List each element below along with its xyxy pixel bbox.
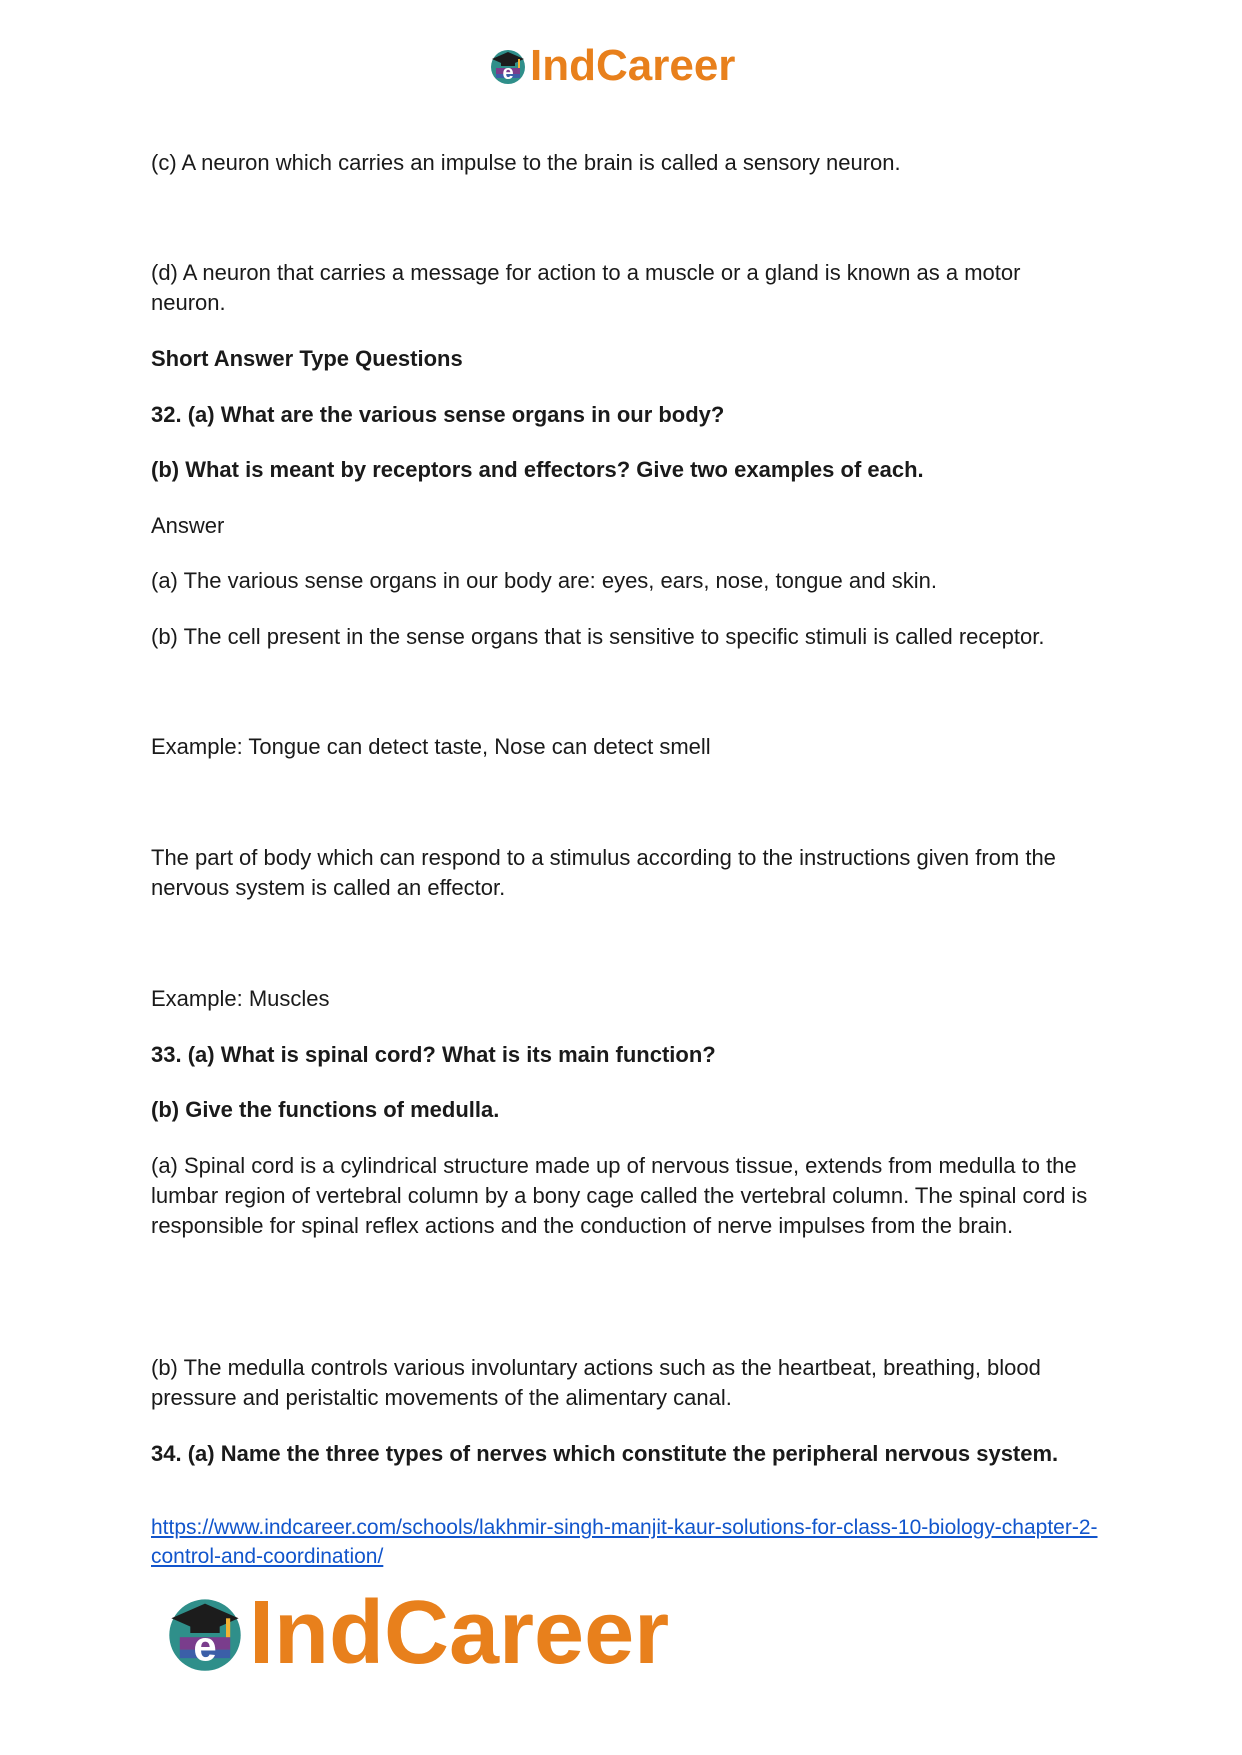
section-heading-short-answer: Short Answer Type Questions	[151, 346, 463, 371]
question-33b: (b) Give the functions of medulla.	[151, 1097, 500, 1122]
svg-text:e: e	[502, 62, 514, 84]
source-link[interactable]: https://www.indcareer.com/schools/lakhmir-singh-manjit-kaur-solutions-for-class-10-biology-chapter-2-control-and-coordination/	[151, 1516, 1098, 1568]
svg-text:e: e	[193, 1622, 217, 1670]
answer-32a: (a) The various sense organs in our body are: eyes, ears, nose, tongue and skin.	[151, 568, 937, 593]
effector-definition: The part of body which can respond to a stimulus according to the instructions given from the nervous system is called an effector.	[151, 845, 1056, 900]
question-32b: (b) What is meant by receptors and effectors? Give two examples of each.	[151, 457, 924, 482]
question-32a: 32. (a) What are the various sense organs in our body?	[151, 402, 725, 427]
answer-d-motor-neuron: (d) A neuron that carries a message for action to a muscle or a gland is known as a motor neuron.	[151, 260, 1021, 315]
graduation-cap-book-icon	[488, 46, 528, 86]
answer-33b: (b) The medulla controls various involuntary actions such as the heartbeat, breathing, blood pressure and peristaltic movements of the alimentary canal.	[151, 1355, 1041, 1410]
question-34a: 34. (a) Name the three types of nerves which constitute the peripheral nervous system.	[151, 1441, 1059, 1466]
question-33a: 33. (a) What is spinal cord? What is its main function?	[151, 1042, 716, 1067]
logo-wordmark: IndCareer	[530, 41, 736, 90]
answer-c-sensory-neuron: (c) A neuron which carries an impulse to the brain is called a sensory neuron.	[151, 150, 901, 175]
answer-33a: (a) Spinal cord is a cylindrical structure made up of nervous tissue, extends from medulla to the lumbar region of vertebral column by a bony cage called the vertebral column. The spinal cord is responsible for spinal reflex actions and the conduction of nerve impulses from the brain.	[151, 1153, 1088, 1238]
receptor-example: Example: Tongue can detect taste, Nose can detect smell	[151, 734, 711, 759]
effector-example: Example: Muscles	[151, 986, 330, 1011]
footer-logo	[163, 1583, 670, 1683]
logo-wordmark: IndCareer	[249, 1583, 670, 1683]
answer-32b: (b) The cell present in the sense organs that is sensitive to specific stimuli is called receptor.	[151, 624, 1045, 649]
graduation-cap-book-icon	[163, 1591, 247, 1675]
header-logo	[488, 41, 736, 90]
answer-label: Answer	[151, 513, 225, 538]
